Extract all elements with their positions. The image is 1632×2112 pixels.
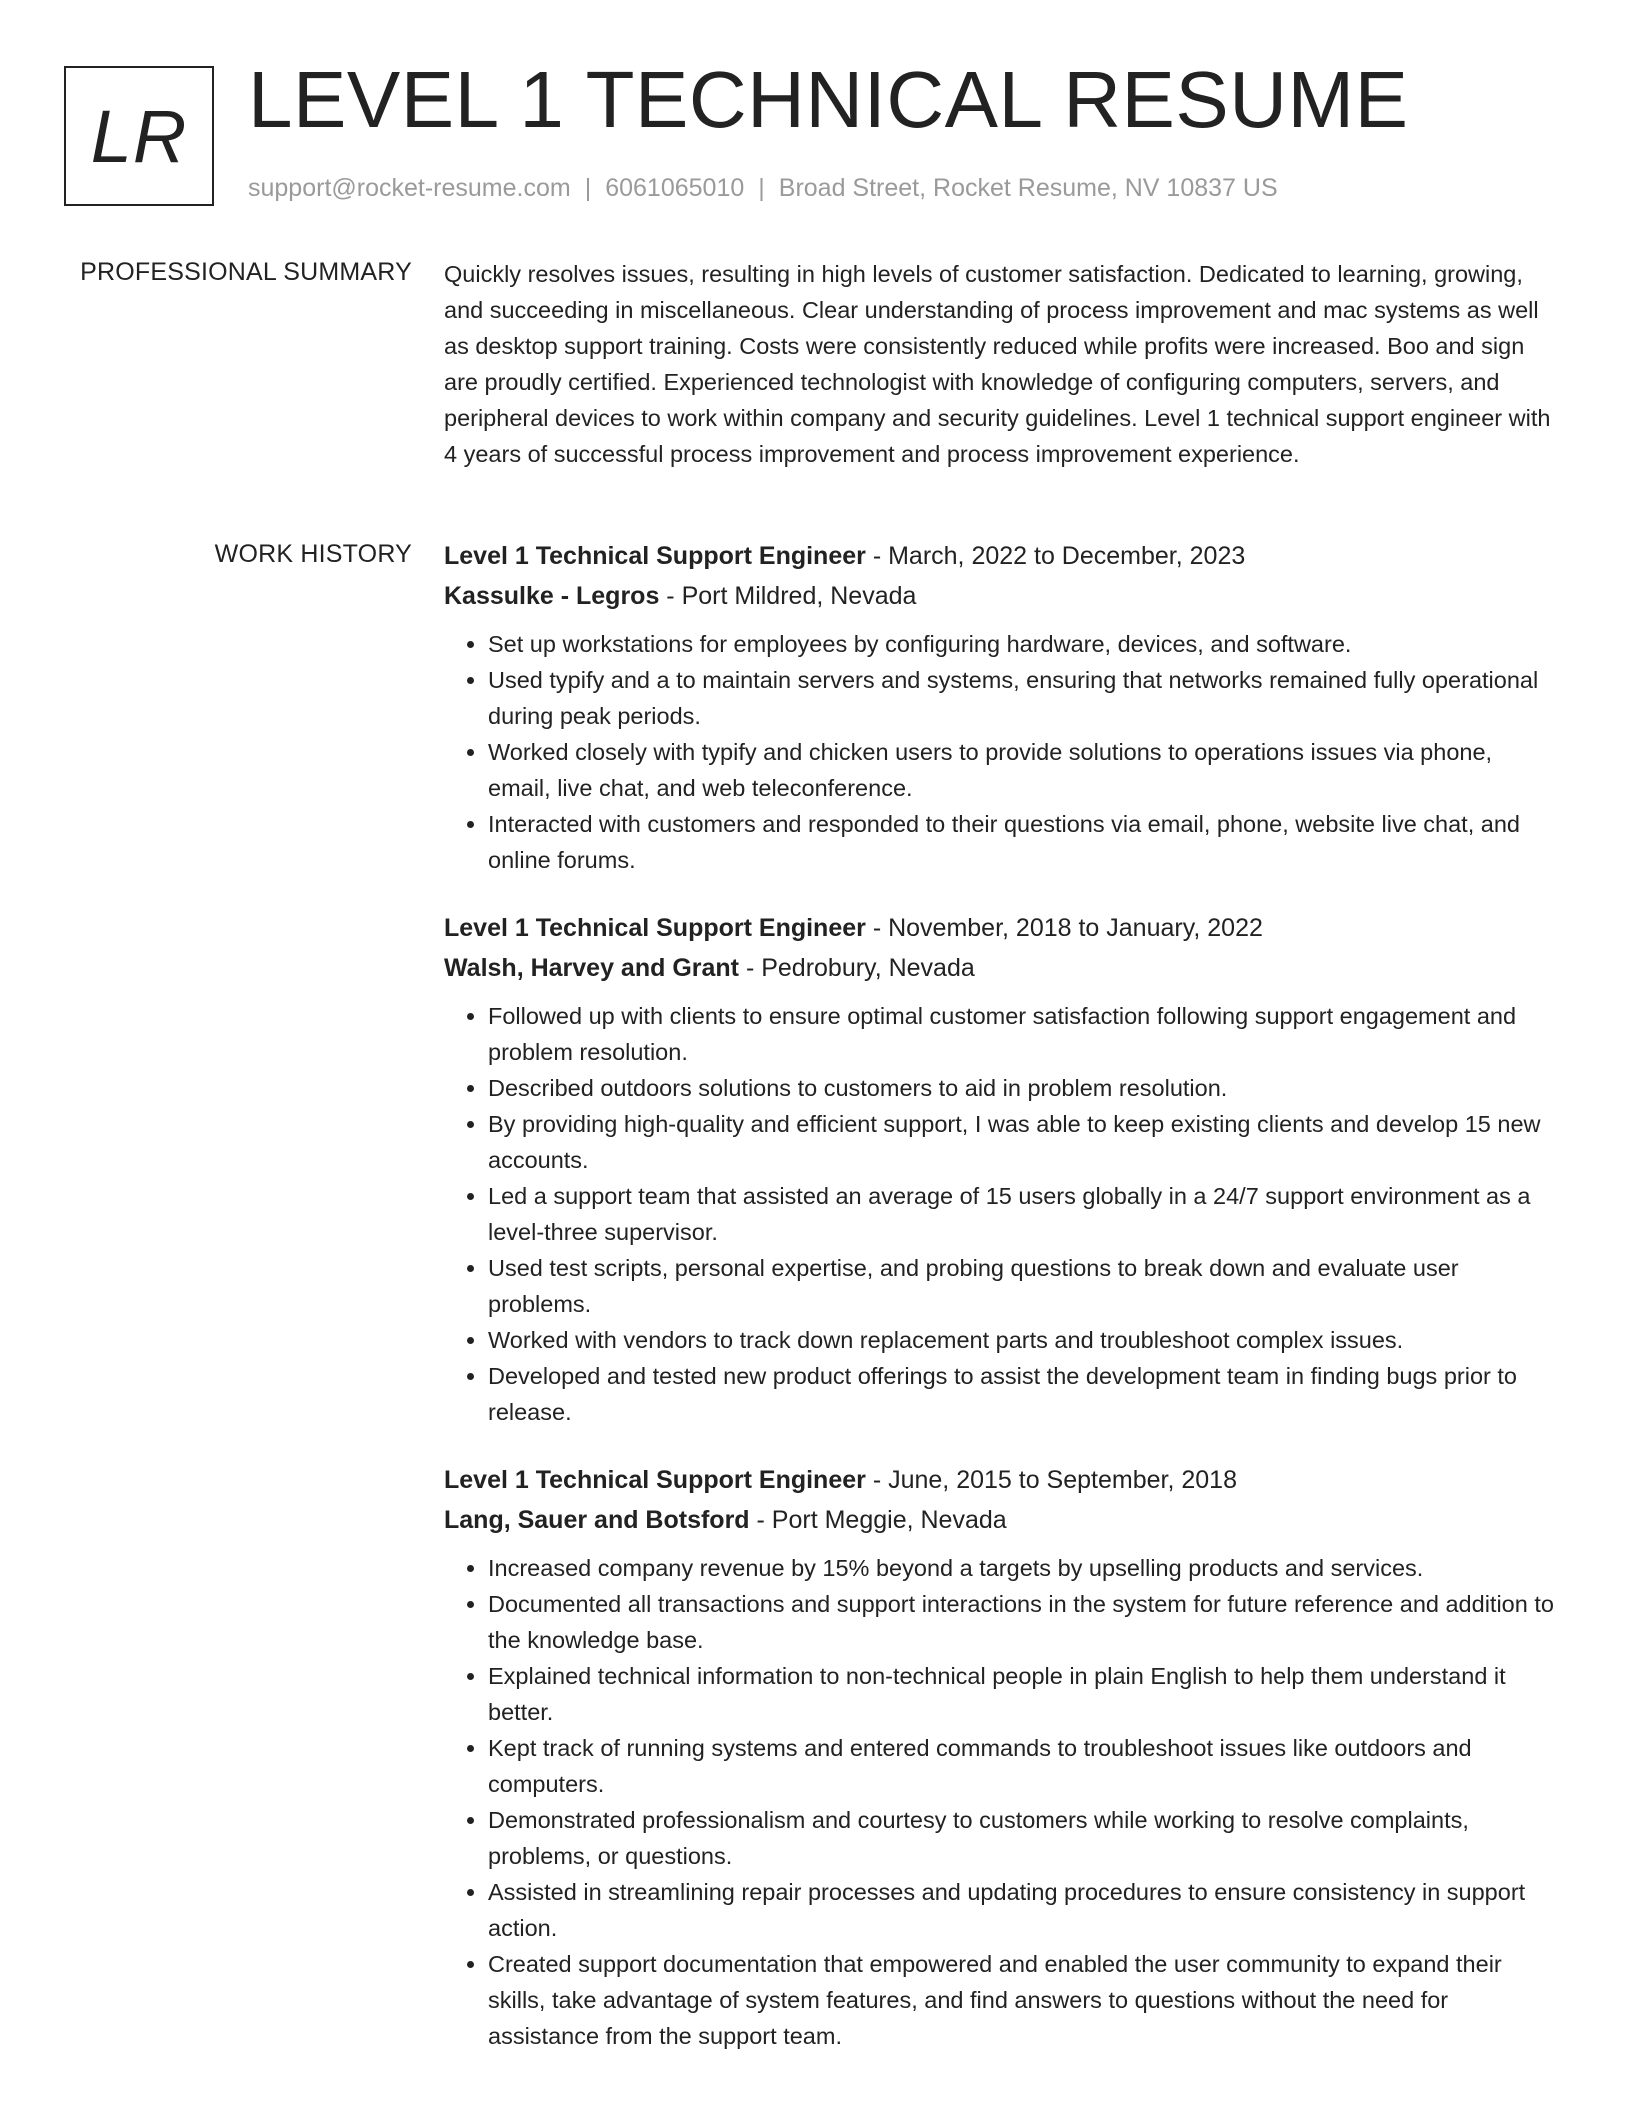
job-company-line xyxy=(444,576,1559,616)
job-bullet: • Demonstrated professionalism and courtesy to customers while working to resolve complaints, problems, or questions. xyxy=(488,1802,1559,1874)
job-title: Level 1 Technical Support Engineer xyxy=(444,914,866,942)
job-title: Level 1 Technical Support Engineer xyxy=(444,542,866,570)
job-bullet: • Increased company revenue by 15% beyond a targets by upselling products and services. xyxy=(488,1550,1559,1586)
job-bullet: • Followed up with clients to ensure optimal customer satisfaction following support engagement and problem resolution. xyxy=(488,998,1559,1070)
contact-address: Broad Street, Rocket Resume, NV 10837 US xyxy=(778,174,1278,202)
job-title: Level 1 Technical Support Engineer xyxy=(444,1466,866,1494)
job-dates: - June, 2015 to September, 2018 xyxy=(865,1466,1237,1494)
job-title-line xyxy=(444,908,1559,948)
job-bullet: • Developed and tested new product offerings to assist the development team in finding bugs prior to release. xyxy=(488,1358,1559,1430)
contact-phone: 6061065010 xyxy=(605,174,745,202)
job-bullet: • Worked closely with typify and chicken users to provide solutions to operations issues via phone, email, live chat, and web teleconference. xyxy=(488,734,1559,806)
job-entry xyxy=(444,536,1559,878)
job-bullet: • Described outdoors solutions to customers to aid in problem resolution. xyxy=(488,1070,1559,1106)
resume-title: LEVEL 1 TECHNICAL RESUME xyxy=(248,55,1409,144)
work-history-section xyxy=(444,536,1559,2084)
contact-email: support@rocket-resume.com xyxy=(248,174,571,202)
job-company: Kassulke - Legros xyxy=(444,582,660,610)
summary-text: Quickly resolves issues, resulting in high levels of customer satisfaction. Dedicated to learning, growing, and succeeding in miscellaneous. Clear understanding of process improvement and mac systems as well as desktop support training. Costs were consistently reduced while profits were increased. Boo and sign are proudly certified. Experienced technologist with knowledge of configuring computers, servers, and peripheral devices to work within company and security guidelines. Level 1 technical support engineer with 4 years of successful process improvement and process improvement experience. xyxy=(444,261,1551,467)
job-entry xyxy=(444,908,1559,1430)
job-title-line xyxy=(444,536,1559,576)
job-bullet: • Led a support team that assisted an average of 15 users globally in a 24/7 support environment as a level-three supervisor. xyxy=(488,1178,1559,1250)
job-company: Walsh, Harvey and Grant xyxy=(444,954,739,982)
job-bullets xyxy=(444,626,1559,878)
job-company-line xyxy=(444,1500,1559,1540)
job-title-line xyxy=(444,1460,1559,1500)
job-bullet: • Assisted in streamlining repair processes and updating procedures to ensure consistency in support action. xyxy=(488,1874,1559,1946)
job-bullet: • Set up workstations for employees by configuring hardware, devices, and software. xyxy=(488,626,1559,662)
job-location: - Port Meggie, Nevada xyxy=(749,1506,1007,1534)
job-bullet: • Used typify and a to maintain servers and systems, ensuring that networks remained fully operational during peak periods. xyxy=(488,662,1559,734)
job-bullet: • Created support documentation that empowered and enabled the user community to expand their skills, take advantage of system features, and find answers to questions without the need for assistance from the support team. xyxy=(488,1946,1559,2054)
summary-section-label: PROFESSIONAL SUMMARY xyxy=(80,258,412,286)
job-dates: - March, 2022 to December, 2023 xyxy=(865,542,1246,570)
contact-line xyxy=(248,174,1278,203)
work-history-section-label: WORK HISTORY xyxy=(214,540,412,568)
job-bullet: • Explained technical information to non-technical people in plain English to help them understand it better. xyxy=(488,1658,1559,1730)
summary-section xyxy=(444,256,1559,472)
job-bullet: • Used test scripts, personal expertise, and probing questions to break down and evaluate user problems. xyxy=(488,1250,1559,1322)
job-bullet: • Kept track of running systems and entered commands to troubleshoot issues like outdoors and computers. xyxy=(488,1730,1559,1802)
job-entry xyxy=(444,1460,1559,2054)
job-company-line xyxy=(444,948,1559,988)
job-bullets xyxy=(444,1550,1559,2054)
job-location: - Port Mildred, Nevada xyxy=(659,582,917,610)
job-bullet: • By providing high-quality and efficient support, I was able to keep existing clients and develop 15 new accounts. xyxy=(488,1106,1559,1178)
job-bullet: • Documented all transactions and support interactions in the system for future reference and addition to the knowledge base. xyxy=(488,1586,1559,1658)
job-bullet: • Interacted with customers and responded to their questions via email, phone, website live chat, and online forums. xyxy=(488,806,1559,878)
job-bullet: • Worked with vendors to track down replacement parts and troubleshoot complex issues. xyxy=(488,1322,1559,1358)
job-location: - Pedrobury, Nevada xyxy=(739,954,975,982)
job-company: Lang, Sauer and Botsford xyxy=(444,1506,750,1534)
contact-separator: | xyxy=(584,174,592,202)
monogram-logo: LR xyxy=(64,66,214,206)
job-dates: - November, 2018 to January, 2022 xyxy=(865,914,1263,942)
contact-separator: | xyxy=(758,174,765,202)
job-bullets xyxy=(444,998,1559,1430)
